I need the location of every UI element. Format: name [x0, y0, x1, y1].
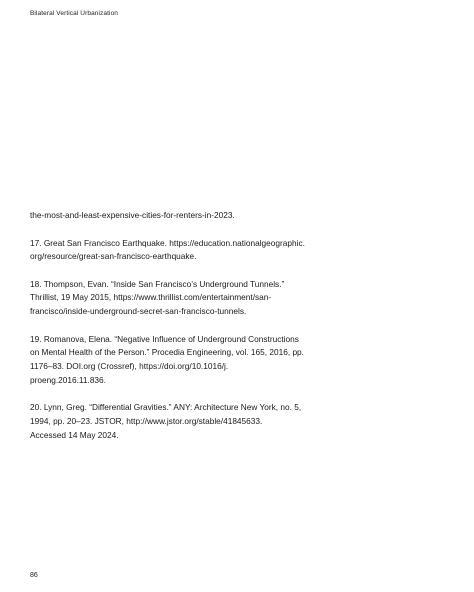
reference-line: org/resource/great-san-francisco-earthquake. [30, 251, 197, 262]
reference-17 [30, 237, 330, 264]
reference-line: 1994, pp. 20–23. JSTOR, http://www.jstor.org/stable/41845633. [30, 415, 263, 426]
reference-line: 1176–83. DOI.org (Crossref), https://doi.org/10.1016/j. [30, 361, 229, 372]
page-number: 86 [30, 572, 38, 579]
reference-line: 17. Great San Francisco Earthquake. https://education.nationalgeographic. [30, 237, 305, 248]
reference-line: proeng.2016.11.836. [30, 374, 106, 385]
reference-line: 19. Romanova, Elena. “Negative Influence of Underground Constructions [30, 333, 299, 344]
running-header: Bilateral Vertical Urbanization [30, 10, 119, 17]
reference-line: on Mental Health of the Person.” Procedia Engineering, vol. 165, 2016, pp. [30, 347, 304, 358]
reference-18 [30, 278, 330, 319]
reference-continuation [30, 209, 330, 223]
reference-line: francisco/inside-underground-secret-san-francisco-tunnels. [30, 306, 247, 317]
reference-20 [30, 401, 330, 442]
reference-line: Accessed 14 May 2024. [30, 429, 119, 440]
reference-line: 20. Lynn, Greg. “Differential Gravities.” ANY: Architecture New York, no. 5, [30, 402, 302, 413]
reference-19 [30, 333, 330, 388]
reference-line: the-most-and-least-expensive-cities-for-renters-in-2023. [30, 210, 235, 220]
reference-line: 18. Thompson, Evan. “Inside San Francisco’s Underground Tunnels.” [30, 278, 285, 289]
reference-list [30, 209, 330, 456]
reference-line: Thrillist, 19 May 2015, https://www.thrillist.com/entertainment/san- [30, 292, 272, 303]
